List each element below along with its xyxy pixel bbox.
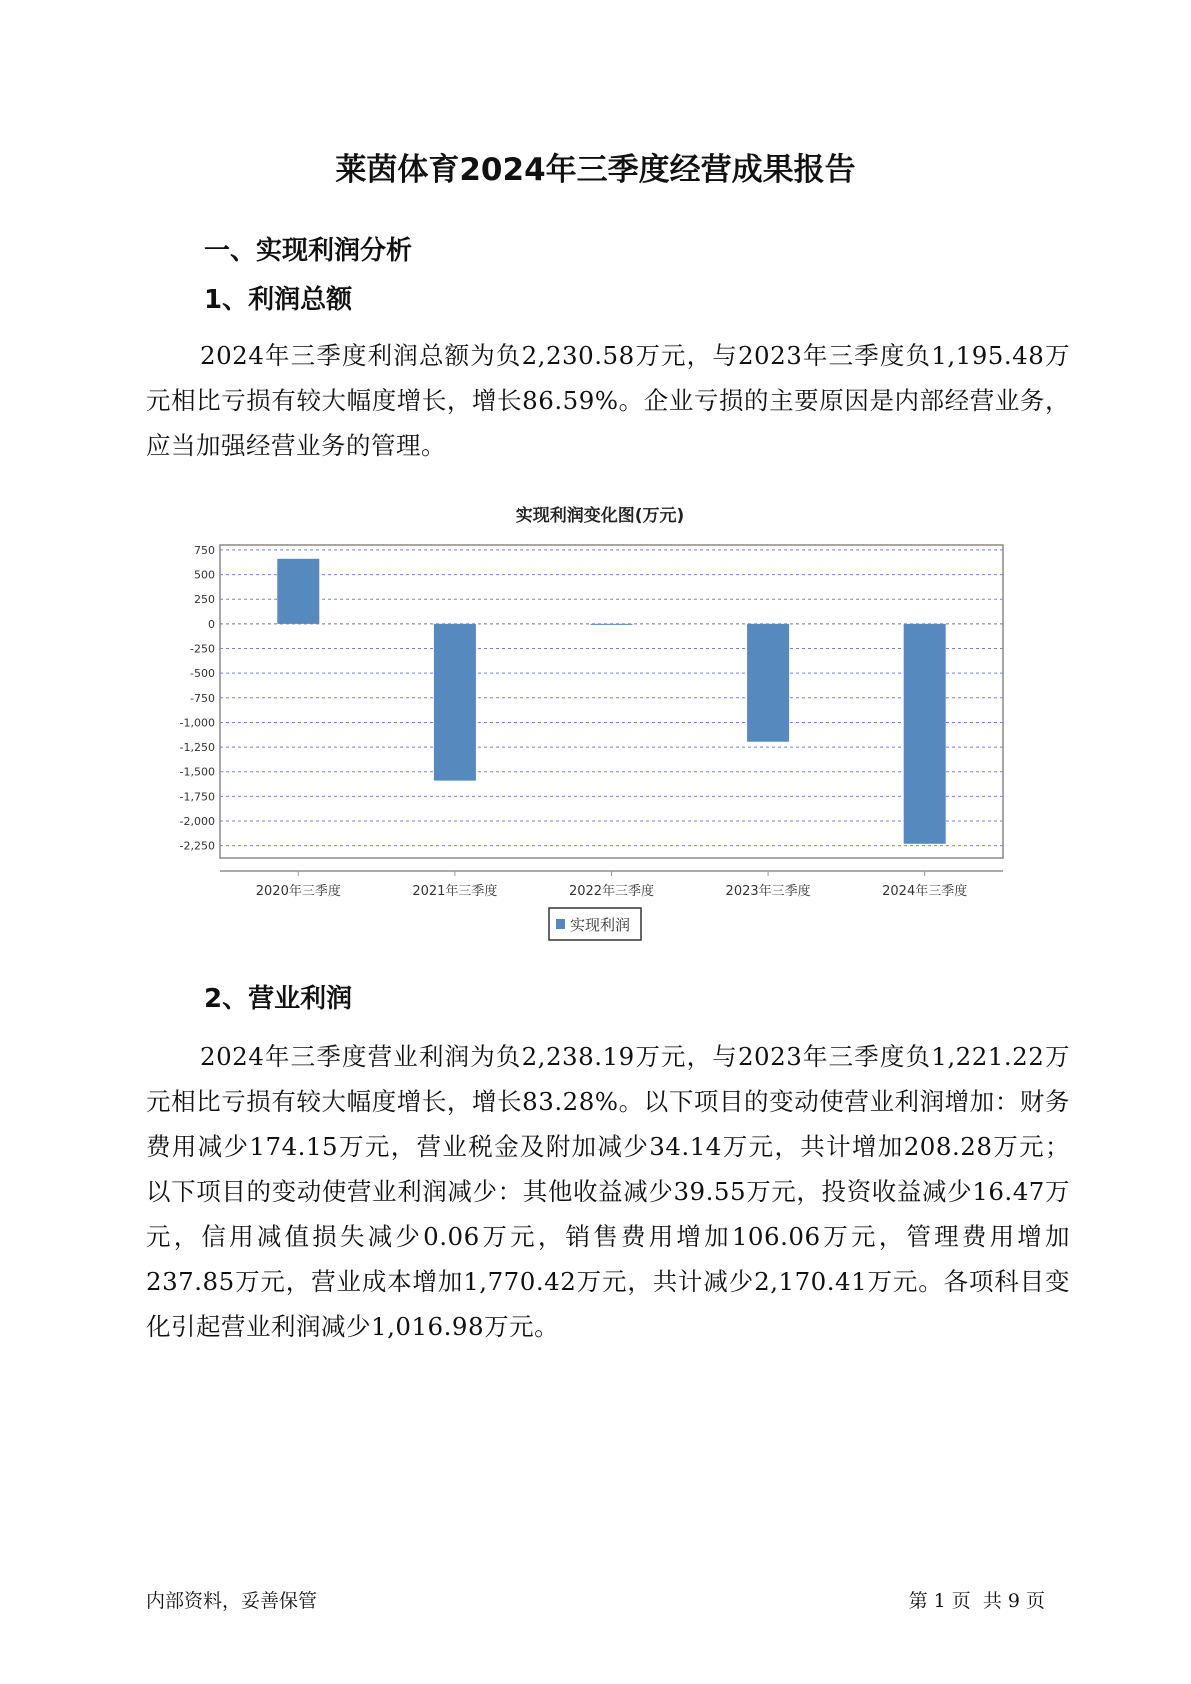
plot-area <box>220 545 1003 858</box>
profit-bar-chart <box>160 495 1040 955</box>
legend-label: 实现利润 <box>570 916 631 934</box>
x-tick-label: 2024年三季度 <box>882 884 968 899</box>
y-tick-label: -250 <box>190 642 215 656</box>
section-heading: 一、实现利润分析 <box>204 236 413 266</box>
subsection-heading: 2、营业利润 <box>204 984 353 1014</box>
y-tick-label: 750 <box>194 543 215 557</box>
bar <box>747 624 789 742</box>
bar <box>904 624 946 844</box>
chart-title: 实现利润变化图(万元) <box>515 506 685 526</box>
y-tick-label: -2,250 <box>179 839 215 853</box>
y-tick-label: -1,000 <box>179 716 215 730</box>
y-tick-label: 250 <box>194 593 215 607</box>
paragraph-total-profit: 2024年三季度利润总额为负2,230.58万元，与2023年三季度负1,195.48万元相比亏损有较大幅度增长，增长86.59%。企业亏损的主要原因是内部经营业务，应当加强经营业务的管理。 <box>146 341 1070 460</box>
bar <box>434 624 476 781</box>
y-tick-label: 0 <box>208 617 215 631</box>
page-title: 莱茵体育2024年三季度经营成果报告 <box>335 152 856 188</box>
legend <box>549 908 641 940</box>
x-tick-label: 2023年三季度 <box>725 884 811 899</box>
y-tick-label: -750 <box>190 691 215 705</box>
x-tick-label: 2020年三季度 <box>255 884 341 899</box>
y-tick-label: 500 <box>194 568 215 582</box>
y-tick-label: -1,500 <box>179 765 215 779</box>
bar <box>277 559 319 624</box>
bar <box>591 624 633 625</box>
footer-confidential: 内部资料，妥善保管 <box>146 1590 318 1612</box>
x-tick-label: 2021年三季度 <box>412 884 498 899</box>
y-tick-label: -2,000 <box>179 815 215 829</box>
paragraph-operating-profit: 2024年三季度营业利润为负2,238.19万元，与2023年三季度负1,221.22万元相比亏损有较大幅度增长，增长83.28%。以下项目的变动使营业利润增加：财务费用减少174.15万元，营业税金及附加减少34.14万元，共计增加208.28万元；以下项目的变动使营业利润减少：其他收益减少39.55万元，投资收益减少16.47万元，信用减值损失减少0.06万元，销售费用增加106.06万元，管理费用增加237.85万元，营业成本增加1,770.42万元，共计减少2,170.41万元。各项科目变化引起营业利润减少1,016.98万元。 <box>146 1042 1070 1341</box>
y-tick-label: -1,250 <box>179 741 215 755</box>
x-tick-label: 2022年三季度 <box>568 884 655 899</box>
y-tick-label: -500 <box>190 667 215 681</box>
footer-page-number: 第 1 页 共 9 页 <box>908 1590 1045 1612</box>
subsection-heading: 1、利润总额 <box>204 285 353 315</box>
legend-swatch <box>556 919 565 929</box>
y-tick-label: -1,750 <box>179 790 215 804</box>
